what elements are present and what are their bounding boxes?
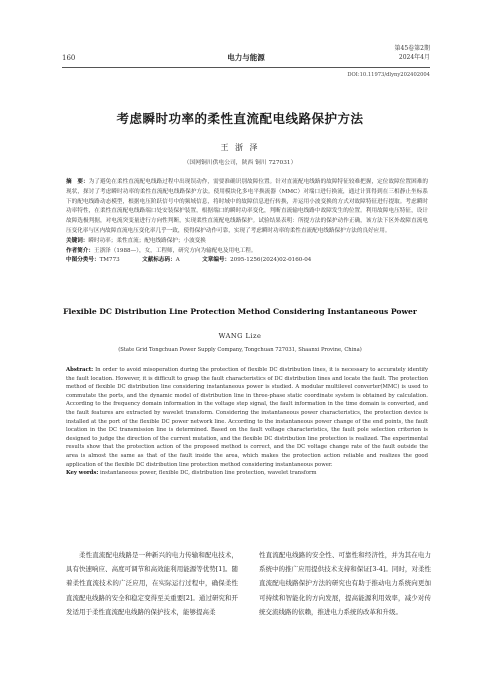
en-keywords-text: instantaneous power, flexible DC, distribution line protection, wavelet transform [100, 470, 317, 477]
article-no-label: 文章编号： [202, 257, 231, 264]
english-author: WANG Lize [218, 332, 262, 340]
running-header [62, 42, 430, 68]
chinese-abstract [66, 178, 428, 237]
journal-name: 电力与能源 [227, 53, 265, 62]
author-info [66, 247, 428, 257]
en-abstract-text: In order to avoid misoperation during the protection of flexible DC distribution lines, it is necessary to accurately identify the fault location. However, it is difficult to grasp the fault characteristics of DC distribution lines and locate the fault. The protection method of flexible DC distribution line considering instantaneous power is studied. A modular multilevel converter(MMC) is used to commutate the ports, and the dynamic model of distribution line in three-phase static coordinate system is obtained by calculation. According to the frequency domain information in the voltage step signal, the fault information in the time domain is converted, and the fault features are extracted by wavelet transform. Considering the instantaneous power characteristics, the protection device is installed at the port of the flexible DC power network line. According to the instantaneous power change of the end points, the fault location in the DC transmission line is determined. Based on the fault voltage characteristics, the fault pole selection criterion is designed to judge the direction of the current mutation, and the flexible DC distribution line protection is realized. The experimental results show that the protection action of the proposed method is correct, and the DC voltage change rate of the fault outside the area is almost the same as that of the fault inside the area, which makes the protection action reliable and realizes the good application of the flexible DC distribution line protection method considering instantaneous power. [66, 367, 429, 468]
english-keywords [66, 469, 428, 478]
volume-issue: 第45卷第2期 [394, 45, 430, 52]
chinese-title: 考虑瞬时功率的柔性直流配电线路保护方法 [116, 111, 364, 126]
english-abstract [66, 366, 428, 469]
en-abstract-label: Abstract: [66, 367, 94, 373]
abstract-label: 摘 要： [66, 179, 89, 185]
chinese-author: 王 浙 泽 [220, 143, 260, 152]
chinese-abstract-block [66, 178, 428, 266]
body-column-right: 性直流配电线路的安全性、可靠性和经济性，并为其在电力系统中的推广应用提供技术支持和保证[3-4]。同时，对柔性直流配电线路保护方法的研究也有助于推动电力系统向更加可持续和智能化的方向发展，提高能源利用效率，减少对传统交流线路的依赖，推进电力系统的改革和升级。 [259, 551, 431, 616]
keywords-text: 瞬时功率；柔性直流；配电线路保护；小波变换 [88, 237, 206, 244]
author-info-label: 作者简介： [66, 247, 94, 254]
en-keywords-label: Key words: [66, 470, 99, 477]
page-number: 160 [62, 54, 76, 62]
author-info-text: 王浙泽（1988—），女，工程师，研究方向为输配电及用电工程。 [93, 247, 257, 254]
abstract-text: 为了避免在柔性直流配电线路过程中出现误动作，需要准确识别故障位置。针对直流配电线路的故障特征较难把握，定位故障位置困难的现状，探讨了考虑瞬时功率的柔性直流配电线路保护方法。使用模块化多电平换流器（MMC）对端口进行换流，通过计算得到在三相静止坐标系下的配电线路动态模型，根据电压阶跃信号中的频域信息，将时域中的故障信息进行转换，并运用小波变换的方式对故障特征进行提取。考虑瞬时功率特性，在柔性直流配电线路端口处安装保护装置，根据端口的瞬时功率变化，判断直流输电线路中故障发生的位置。利用故障电压特征，设计故障选极判据，对电流突变量进行方向性判断，实现柔性直流配电线路保护。试验结果表明：所提方法的保护动作正确，该方法下区外故障直流电压变化率与区内故障直流电压变化率几乎一致，使得保护动作可靠，实现了考虑瞬时功率的柔性直流配电线路保护方法的良好应用。 [66, 179, 428, 234]
chinese-keywords [66, 237, 428, 247]
clc-label: 中图分类号： [66, 257, 100, 264]
body-column-left: 柔性直流配电线路是一种新兴的电力传输和配电技术，具有快速响应、高度可调节和高效能利用能源等优势[1]。随着柔性直流技术的广泛应用，在实际运行过程中，确保柔性直流配电线路的安全和稳定变得至关重要[2]。通过研究和开发适用于柔性直流配电线路的保护技术，能够提高柔 [66, 551, 238, 616]
doc-code: A [175, 257, 180, 264]
english-title: Flexible DC Distribution Line Protection Method Considering Instantaneous Power [63, 307, 417, 316]
issue-date: 2024年4月 [398, 54, 430, 61]
english-abstract-block [66, 366, 428, 478]
english-affiliation: (State Grid Tongchuan Power Supply Company, Tongchuan 727031, Shaanxi Provine, China) [118, 347, 362, 353]
classification-line [66, 256, 428, 266]
keywords-label: 关键词： [66, 237, 89, 244]
issue-info [395, 44, 430, 62]
doi: DOI:10.11973/dlyny202402004 [347, 72, 430, 78]
clc-code: TM773 [99, 257, 120, 264]
chinese-affiliation: （国网铜川供电公司，陕西 铜川 727031） [183, 160, 297, 166]
doc-code-label: 文献标志码： [142, 257, 176, 264]
article-no: 2095-1256(2024)02-0160-04 [230, 257, 312, 264]
